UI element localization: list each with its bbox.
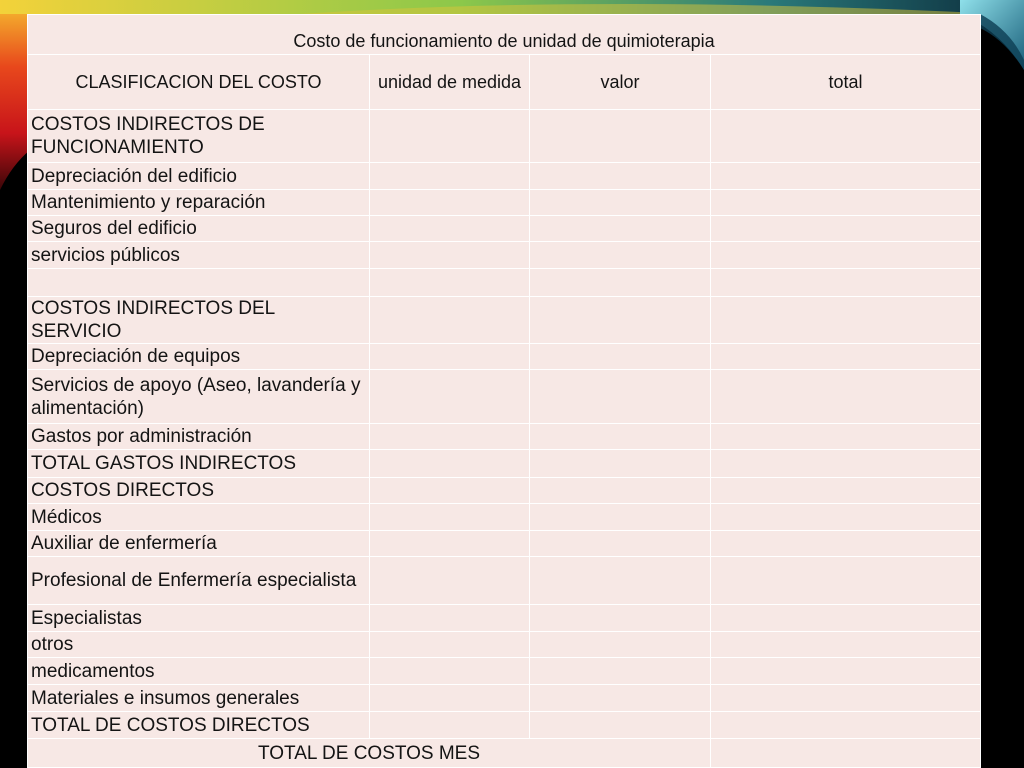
row-label: servicios públicos (28, 242, 370, 269)
row-label: COSTOS INDIRECTOS DEL SERVICIO (28, 297, 370, 344)
table-row (28, 504, 981, 531)
total-cell (711, 242, 981, 269)
row-label: medicamentos (28, 658, 370, 685)
row-label: TOTAL GASTOS INDIRECTOS (28, 450, 370, 478)
table-row (28, 557, 981, 605)
row-label: Depreciación de equipos (28, 344, 370, 370)
valor-cell (530, 531, 711, 557)
unidad-cell (370, 712, 530, 739)
valor-cell (530, 450, 711, 478)
table-row (28, 605, 981, 632)
unidad-cell (370, 557, 530, 605)
row-label: Gastos por administración (28, 424, 370, 450)
unidad-cell (370, 370, 530, 424)
unidad-cell (370, 478, 530, 504)
header-row (28, 55, 981, 110)
valor-cell (530, 605, 711, 632)
valor-cell (530, 269, 711, 297)
row-label: Médicos (28, 504, 370, 531)
valor-cell (530, 712, 711, 739)
total-cell (711, 632, 981, 658)
valor-cell (530, 344, 711, 370)
unidad-cell (370, 297, 530, 344)
table-row (28, 370, 981, 424)
header-clasificacion: CLASIFICACION DEL COSTO (28, 55, 370, 110)
total-cell (711, 557, 981, 605)
row-label: Profesional de Enfermería especialista (28, 557, 370, 605)
unidad-cell (370, 658, 530, 685)
total-cell (711, 504, 981, 531)
total-cell (711, 658, 981, 685)
valor-cell (530, 190, 711, 216)
row-label: COSTOS DIRECTOS (28, 478, 370, 504)
row-label: TOTAL DE COSTOS DIRECTOS (28, 712, 370, 739)
total-cell (711, 531, 981, 557)
total-cell (711, 344, 981, 370)
total-cell (711, 190, 981, 216)
table-row (28, 242, 981, 269)
unidad-cell (370, 216, 530, 242)
table-row (28, 685, 981, 712)
unidad-cell (370, 110, 530, 163)
table-row (28, 450, 981, 478)
row-label (28, 269, 370, 297)
valor-cell (530, 658, 711, 685)
table-row (28, 269, 981, 297)
valor-cell (530, 370, 711, 424)
total-cell (711, 370, 981, 424)
unidad-cell (370, 531, 530, 557)
valor-cell (530, 632, 711, 658)
table-row (28, 531, 981, 557)
table-title: Costo de funcionamiento de unidad de quimioterapia (28, 15, 981, 55)
valor-cell (530, 297, 711, 344)
row-label: Depreciación del edificio (28, 163, 370, 190)
total-cell (711, 739, 981, 768)
valor-cell (530, 685, 711, 712)
table-row (28, 163, 981, 190)
total-cell (711, 605, 981, 632)
unidad-cell (370, 163, 530, 190)
header-valor: valor (530, 55, 711, 110)
cost-table-body (28, 15, 981, 768)
header-total: total (711, 55, 981, 110)
unidad-cell (370, 424, 530, 450)
total-cell (711, 216, 981, 242)
header-unidad-de-medida: unidad de medida (370, 55, 530, 110)
unidad-cell (370, 632, 530, 658)
table-row (28, 424, 981, 450)
unidad-cell (370, 242, 530, 269)
footer-row (28, 739, 981, 768)
row-label: Materiales e insumos generales (28, 685, 370, 712)
table-row (28, 110, 981, 163)
row-label: Mantenimiento y reparación (28, 190, 370, 216)
valor-cell (530, 110, 711, 163)
valor-cell (530, 242, 711, 269)
total-cell (711, 478, 981, 504)
row-label: COSTOS INDIRECTOS DE FUNCIONAMIENTO (28, 110, 370, 163)
valor-cell (530, 163, 711, 190)
unidad-cell (370, 269, 530, 297)
unidad-cell (370, 450, 530, 478)
total-cell (711, 424, 981, 450)
unidad-cell (370, 504, 530, 531)
table-row (28, 712, 981, 739)
row-label: Auxiliar de enfermería (28, 531, 370, 557)
table-row (28, 658, 981, 685)
table-row (28, 216, 981, 242)
row-label: Especialistas (28, 605, 370, 632)
row-label: Servicios de apoyo (Aseo, lavandería y alimentación) (28, 370, 370, 424)
total-cell (711, 685, 981, 712)
row-label: otros (28, 632, 370, 658)
row-label: Seguros del edificio (28, 216, 370, 242)
total-cell (711, 163, 981, 190)
total-cell (711, 269, 981, 297)
total-cell (711, 110, 981, 163)
table-row (28, 478, 981, 504)
unidad-cell (370, 190, 530, 216)
total-cell (711, 712, 981, 739)
table-row (28, 297, 981, 344)
valor-cell (530, 504, 711, 531)
unidad-cell (370, 344, 530, 370)
total-costos-mes-label: TOTAL DE COSTOS MES (28, 739, 711, 768)
unidad-cell (370, 605, 530, 632)
table-row (28, 632, 981, 658)
total-cell (711, 297, 981, 344)
valor-cell (530, 557, 711, 605)
table-row (28, 190, 981, 216)
cost-table (27, 14, 981, 768)
title-row (28, 15, 981, 55)
table-row (28, 344, 981, 370)
total-cell (711, 450, 981, 478)
valor-cell (530, 478, 711, 504)
unidad-cell (370, 685, 530, 712)
valor-cell (530, 424, 711, 450)
valor-cell (530, 216, 711, 242)
